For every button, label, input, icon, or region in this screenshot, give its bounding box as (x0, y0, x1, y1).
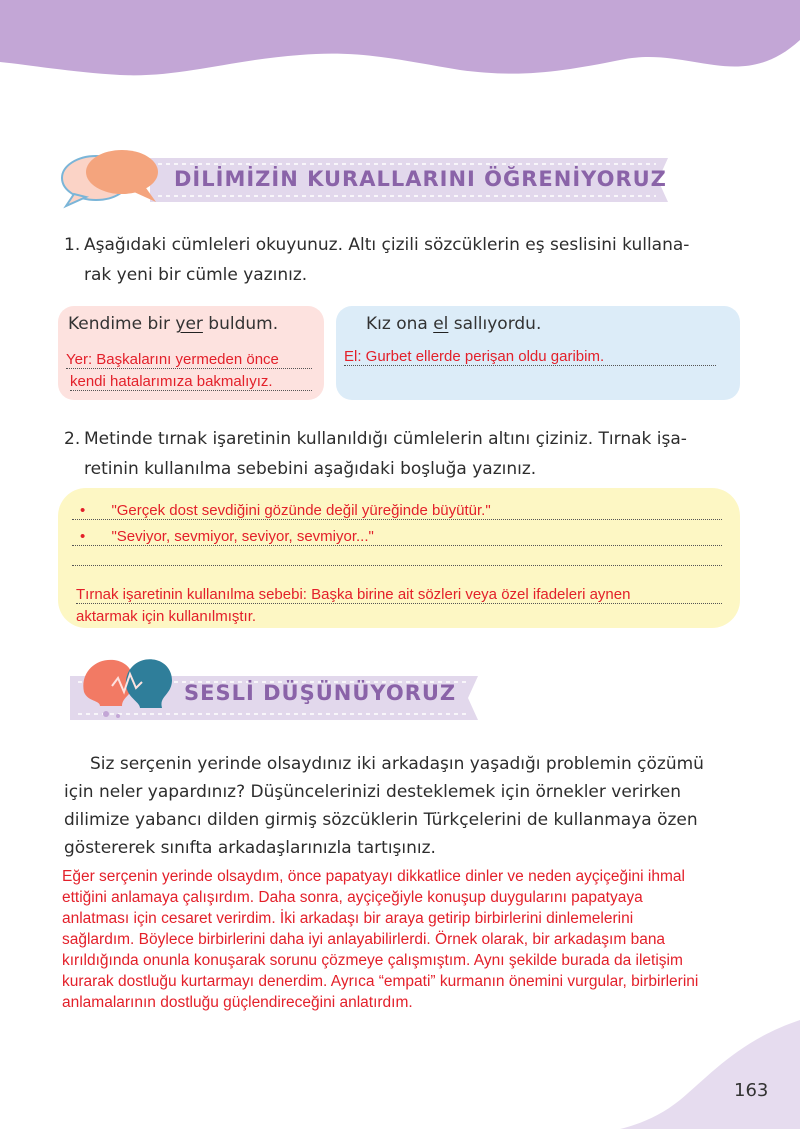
bullet: • (80, 528, 86, 545)
reason-line: Tırnak işaretinin kullanılma sebebi: Başka birine ait sözleri veya özel ifadeleri aynen (76, 586, 722, 604)
answer-line: ettiğini anlamaya çalışırdım. Daha sonra, ayçiçeğiyle konuşup duygularını papatyaya (62, 889, 643, 906)
question-text-line: rak yeni bir cümle yazınız. (84, 265, 308, 285)
top-wave-decoration (0, 0, 800, 120)
answer-line: Yer: Başkalarını yermeden önce (66, 351, 312, 369)
answer-line: sağlardım. Böylece birbirlerini daha iyi anlayabilirlerdi. Örnek olarak, bir arkadaşım bana (62, 931, 666, 948)
answer-line: kırıldığında onunla konuşarak sorunu çözmeye çalışmıştım. Aynı şekilde burada da iletişim (62, 952, 683, 969)
reason-line: aktarmak için kullanılmıştır. (76, 608, 257, 625)
quote-line-2 (72, 528, 722, 546)
page-number: 163 (734, 1080, 769, 1101)
answer-line: kendi hatalarımıza bakmalıyız. (70, 373, 312, 391)
question-number: 2. (64, 429, 81, 449)
answer-paragraph (62, 866, 762, 1013)
answer-box-quotes (58, 488, 740, 628)
discussion-prompt (64, 750, 754, 862)
question-2 (64, 424, 754, 484)
bullet: • (80, 502, 86, 519)
speech-bubbles-icon (60, 148, 164, 210)
answer-line: anlamalarının dostluğu güçlendireceğini anlatırdım. (62, 994, 413, 1011)
answer-line: kurarak dostluğu kurtarmayı denerdim. Ayrıca “empati” kurmanın önemini vurgular, birbirlerini (62, 973, 699, 990)
quote-text: "Seviyor, sevmiyor, seviyor, sevmiyor..." (111, 528, 374, 545)
underlined-word: el (433, 314, 449, 334)
blank-line (72, 564, 722, 566)
answer-line: anlatması için cesaret verirdim. İki arkadaşı bir araya getirip birbirlerini dinlemelerini (62, 910, 634, 927)
paragraph-line: göstererek sınıfta arkadaşlarınızla tartışınız. (64, 838, 436, 858)
example-box-yer (58, 306, 324, 400)
quote-line-1 (72, 502, 722, 520)
answer-line: El: Gurbet ellerde perişan oldu garibim. (344, 348, 716, 366)
thinking-heads-icon (78, 652, 178, 722)
question-text-line: retinin kullanılma sebebini aşağıdaki boşluğa yazınız. (84, 459, 537, 479)
section-title-thinking: SESLİ DÜŞÜNÜYORUZ (184, 681, 457, 705)
paragraph-line: için neler yapardınız? Düşüncelerinizi desteklemek için örnekler verirken (64, 782, 681, 802)
question-number: 1. (64, 235, 81, 255)
answer-line: Eğer serçenin yerinde olsaydım, önce papatyayı dikkatlice dinler ve neden ayçiçeğini ihmal (62, 868, 685, 885)
paragraph-line: dilimize yabancı dilden girmiş sözcüklerin Türkçelerini de kullanmaya özen (64, 810, 698, 830)
underlined-word: yer (175, 314, 203, 334)
question-text-line: Aşağıdaki cümleleri okuyunuz. Altı çizili sözcüklerin eş seslisini kullana- (84, 235, 690, 255)
example-box-el (336, 306, 740, 400)
quote-text: "Gerçek dost sevdiğini gözünde değil yüreğinde büyütür." (111, 502, 491, 519)
example-sentence: Kız ona el sallıyordu. (366, 314, 542, 334)
example-sentence: Kendime bir yer buldum. (68, 314, 279, 334)
paragraph-line: Siz serçenin yerinde olsaydınız iki arkadaşın yaşadığı problemin çözümü (90, 754, 704, 774)
section-banner-thinking (70, 652, 490, 714)
question-text-line: Metinde tırnak işaretinin kullanıldığı cümlelerin altını çiziniz. Tırnak işa- (84, 429, 687, 449)
question-1 (64, 230, 754, 290)
bottom-wave-decoration (560, 1020, 800, 1129)
section-title-rules: DİLİMİZİN KURALLARINI ÖĞRENİYORUZ (174, 167, 667, 191)
section-banner-rules (60, 148, 680, 210)
